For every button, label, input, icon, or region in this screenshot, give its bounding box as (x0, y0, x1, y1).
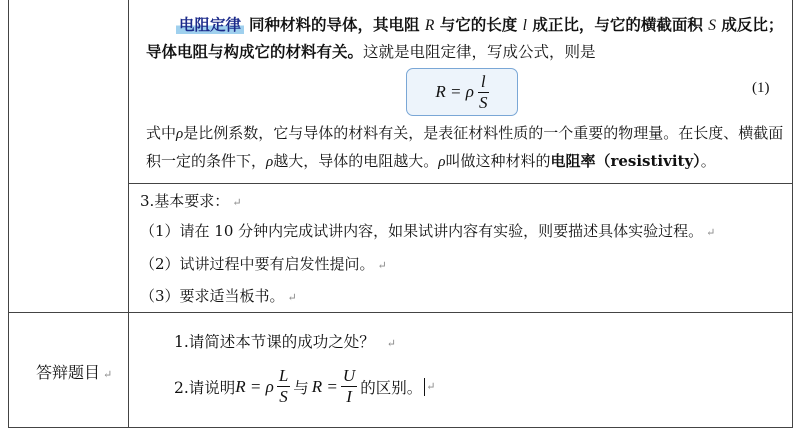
formula-denominator: S (479, 92, 488, 112)
para2-text-a: 式中 (146, 124, 177, 142)
formula-lhs: R = ρ (435, 82, 474, 101)
table-left-border (8, 0, 9, 428)
formula-numerator: l (478, 72, 489, 93)
law-text-c: 成正比，与它的横截面积 (526, 15, 709, 34)
paragraph-mark: ↵ (103, 368, 113, 381)
question-2-formula-2-fraction (341, 366, 357, 407)
question-2-formula-1-fraction (277, 366, 290, 407)
defense-label-cell (36, 360, 112, 383)
question-2-prefix: 2.请说明 (174, 378, 236, 397)
law-text-tail: 这就是电阻定律，写成公式，则是 (363, 43, 596, 61)
para2-text-c: 越大，导体的电阻越大。 (273, 152, 439, 170)
para2-rho-3: ρ (438, 154, 446, 170)
formula-fraction (478, 72, 489, 113)
law-var-s: S (708, 17, 716, 34)
question-2-formula-2-num: U (342, 366, 356, 385)
law-text-a: 同种材料的导体，其电阻 (248, 15, 425, 34)
defense-question-2 (174, 366, 435, 407)
para2-text-b: 是比例系数，它与导体的材料有关，是表征材料性质的一个重要的物理量。在长度、横截面积一定的条件下， (146, 124, 784, 170)
law-var-r: R (424, 17, 435, 34)
para2-text-e: 。 (700, 152, 716, 170)
requirement-text-1: （1）请在 10 分钟内完成试讲内容，如果试讲内容有实验，则要描述具体实验过程。 (140, 222, 704, 240)
law-var-l: l (522, 17, 527, 34)
resistivity-term: 电阻率（resistivity） (550, 152, 701, 170)
defense-question-1 (174, 330, 396, 352)
table-bottom-border (8, 427, 793, 428)
paragraph-mark: ↵ (706, 226, 716, 239)
paragraph-mark: ↵ (287, 291, 297, 304)
table-inner-divider (128, 183, 792, 184)
law-text-d: 成反比；导体电阻与构成它的材料有关。 (146, 15, 784, 61)
formula-box (406, 68, 518, 116)
question-2-formula-1-den: S (279, 387, 288, 406)
defense-label: 答辩题目 (36, 363, 101, 382)
equation-number: (1) (752, 80, 770, 96)
paragraph-mark: ↵ (377, 259, 387, 272)
table-right-border (792, 0, 793, 428)
paragraph-mark: ↵ (386, 337, 397, 350)
law-text-b: 与它的长度 (434, 15, 523, 34)
para2-text-d: 叫做这种材料的 (445, 152, 551, 170)
requirement-item-1 (140, 220, 715, 244)
requirement-text-2: （2）试讲过程中要有启发性提问。 (140, 255, 375, 273)
paragraph-mark: ↵ (426, 380, 436, 393)
requirement-text-3: （3）要求适当板书。 (140, 287, 285, 305)
requirements-title-text: 3.基本要求： (140, 192, 230, 210)
resistance-law-paragraph (146, 12, 786, 65)
requirement-item-3 (140, 285, 297, 309)
question-2-formula-1-lhs: R = ρ (235, 376, 274, 396)
question-2-formula-1-num: L (278, 366, 289, 385)
law-term-highlight: 电阻定律 (176, 15, 244, 34)
table-column-divider (128, 0, 129, 428)
question-1-text: 1.请简述本节课的成功之处？ (174, 333, 375, 351)
paragraph-mark: ↵ (232, 196, 242, 209)
table-row-divider (8, 312, 793, 313)
resistivity-paragraph (146, 120, 792, 176)
requirement-item-2 (140, 253, 387, 277)
text-cursor[interactable] (424, 378, 425, 396)
para2-rho-1: ρ (176, 126, 184, 142)
question-2-formula-2-lhs: R = (311, 376, 338, 396)
para2-rho-2: ρ (266, 154, 274, 170)
question-2-formula-2-den: I (346, 387, 352, 406)
requirements-title (140, 190, 242, 214)
question-2-suffix: 的区别。 (360, 378, 423, 397)
question-2-mid: 与 (293, 378, 309, 397)
